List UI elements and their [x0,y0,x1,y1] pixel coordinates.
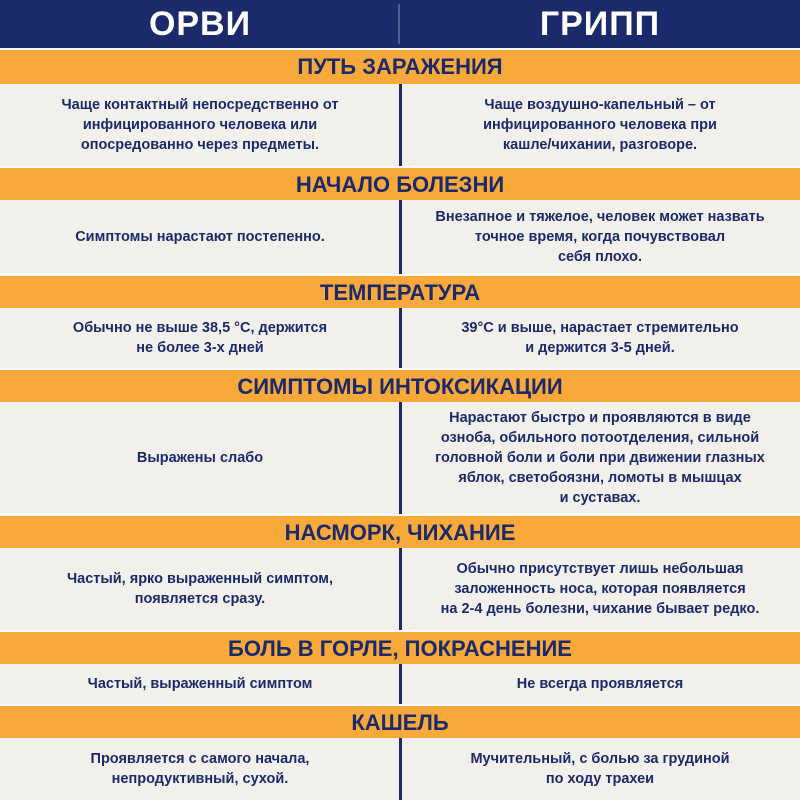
section-body-temperature [0,308,800,368]
cell-flu: Мучительный, с болью за грудиной по ходу трахеи [470,751,730,787]
cell-orvi: Частый, выраженный симптом [87,676,313,692]
section-title-runny-nose: НАСМОРК, ЧИХАНИЕ [0,514,800,550]
column-header-flu: ГРИПП [539,4,661,43]
cell-orvi: Обычно не выше 38,5 °С, держится не более 3-х дней [72,320,328,356]
section-body-infection-route [0,84,800,166]
column-header-orvi: ОРВИ [148,4,252,43]
section-body-onset [0,200,800,274]
cell-orvi: Чаще контактный непосредственно от инфицированного человека или опосредованно через предметы. [61,97,339,153]
cell-orvi: Частый, ярко выраженный симптом, появляется сразу. [66,571,334,607]
cell-flu: Внезапное и тяжелое, человек может назвать точное время, когда почувствовал себя плохо. [435,209,765,265]
section-title-infection-route: ПУТЬ ЗАРАЖЕНИЯ [0,48,800,84]
section-title-temperature: ТЕМПЕРАТУРА [0,274,800,310]
cell-flu: 39°С и выше, нарастает стремительно и держится 3-5 дней. [461,320,739,356]
cell-flu: Не всегда проявляется [516,676,684,692]
column-header-bar [0,0,800,48]
cell-orvi: Симптомы нарастают постепенно. [75,229,325,245]
section-body-sore-throat [0,664,800,704]
section-body-intoxication [0,402,800,514]
cell-flu: Обычно присутствует лишь небольшая заложенность носа, которая появляется на 2-4 день болезни, чихание бывает редко. [440,561,760,617]
section-title-sore-throat: БОЛЬ В ГОРЛЕ, ПОКРАСНЕНИЕ [0,630,800,666]
section-title-onset: НАЧАЛО БОЛЕЗНИ [0,166,800,202]
section-title-cough: КАШЕЛЬ [0,704,800,740]
cell-flu: Чаще воздушно-капельный – от инфицированного человека при кашле/чихании, разговоре. [483,97,717,153]
cell-orvi: Проявляется с самого начала, непродуктивный, сухой. [90,751,310,787]
section-title-intoxication: СИМПТОМЫ ИНТОКСИКАЦИИ [0,368,800,404]
section-body-cough [0,738,800,800]
section-body-runny-nose [0,548,800,630]
cell-orvi: Выражены слабо [136,450,264,466]
cell-flu: Нарастают быстро и проявляются в виде озноба, обильного потоотделения, сильной головной боли и боли при движении глазных яблок, светобоязни, ломоты в мышцах и суставах. [435,410,765,506]
